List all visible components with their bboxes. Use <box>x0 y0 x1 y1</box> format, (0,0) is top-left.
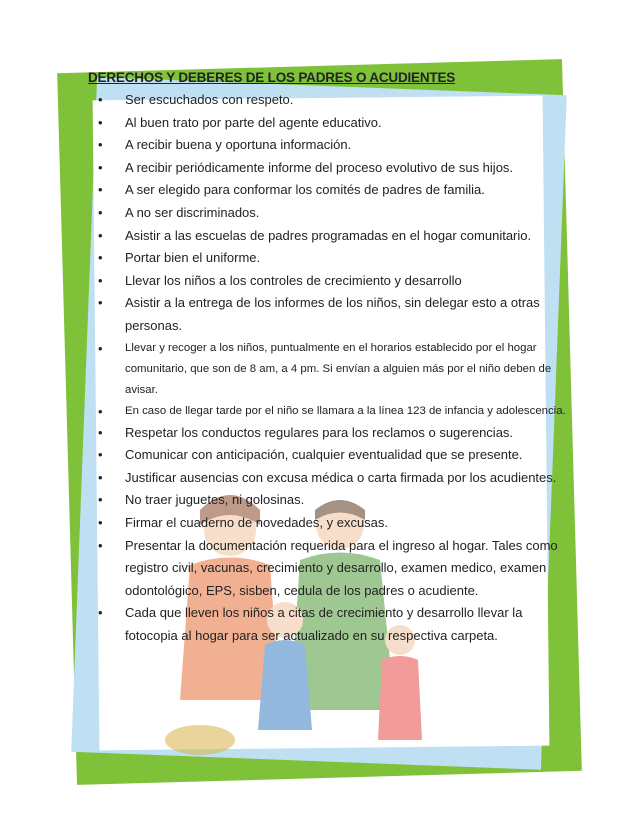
list-item: • A recibir buena y oportuna información. <box>88 134 568 157</box>
list-item: • Asistir a la entrega de los informes de los niños, sin delegar esto a otras personas. <box>88 292 568 337</box>
document-content <box>88 70 568 647</box>
list-item: • Comunicar con anticipación, cualquier eventualidad que se presente. <box>88 444 568 467</box>
list-item: • Llevar y recoger a los niños, puntualmente en el horarios establecido por el hogar comunitario, que son de 8 am, a 4 pm. Si envían a alguien más por el niño deben de avisar. <box>88 338 568 401</box>
rights-duties-list <box>88 89 568 647</box>
list-item: • En caso de llegar tarde por el niño se llamara a la línea 123 de infancia y adolescencia. <box>88 401 568 422</box>
list-item: • Presentar la documentación requerida para el ingreso al hogar. Tales como registro civil, vacunas, crecimiento y desarrollo, examen medico, examen odontológico, EPS, sisben, cedula de los padres o acudiente. <box>88 535 568 603</box>
list-item: • Asistir a las escuelas de padres programadas en el hogar comunitario. <box>88 225 568 248</box>
list-item: • A recibir periódicamente informe del proceso evolutivo de sus hijos. <box>88 157 568 180</box>
list-item: • Cada que lleven los niños a citas de crecimiento y desarrollo llevar la fotocopia al hogar para ser actualizado en su respectiva carpeta. <box>88 602 568 647</box>
list-item: • A no ser discriminados. <box>88 202 568 225</box>
list-item: • Ser escuchados con respeto. <box>88 89 568 112</box>
list-item: • Al buen trato por parte del agente educativo. <box>88 112 568 135</box>
list-item: • Respetar los conductos regulares para los reclamos o sugerencias. <box>88 422 568 445</box>
list-item: • Llevar los niños a los controles de crecimiento y desarrollo <box>88 270 568 293</box>
list-item: • Portar bien el uniforme. <box>88 247 568 270</box>
list-item: • No traer juguetes, ni golosinas. <box>88 489 568 512</box>
document-title: DERECHOS Y DEBERES DE LOS PADRES O ACUDIENTES <box>88 70 456 85</box>
list-item: • Firmar el cuaderno de novedades, y excusas. <box>88 512 568 535</box>
list-item: • Justificar ausencias con excusa médica o carta firmada por los acudientes. <box>88 467 568 490</box>
list-item: • A ser elegido para conformar los comités de padres de familia. <box>88 179 568 202</box>
